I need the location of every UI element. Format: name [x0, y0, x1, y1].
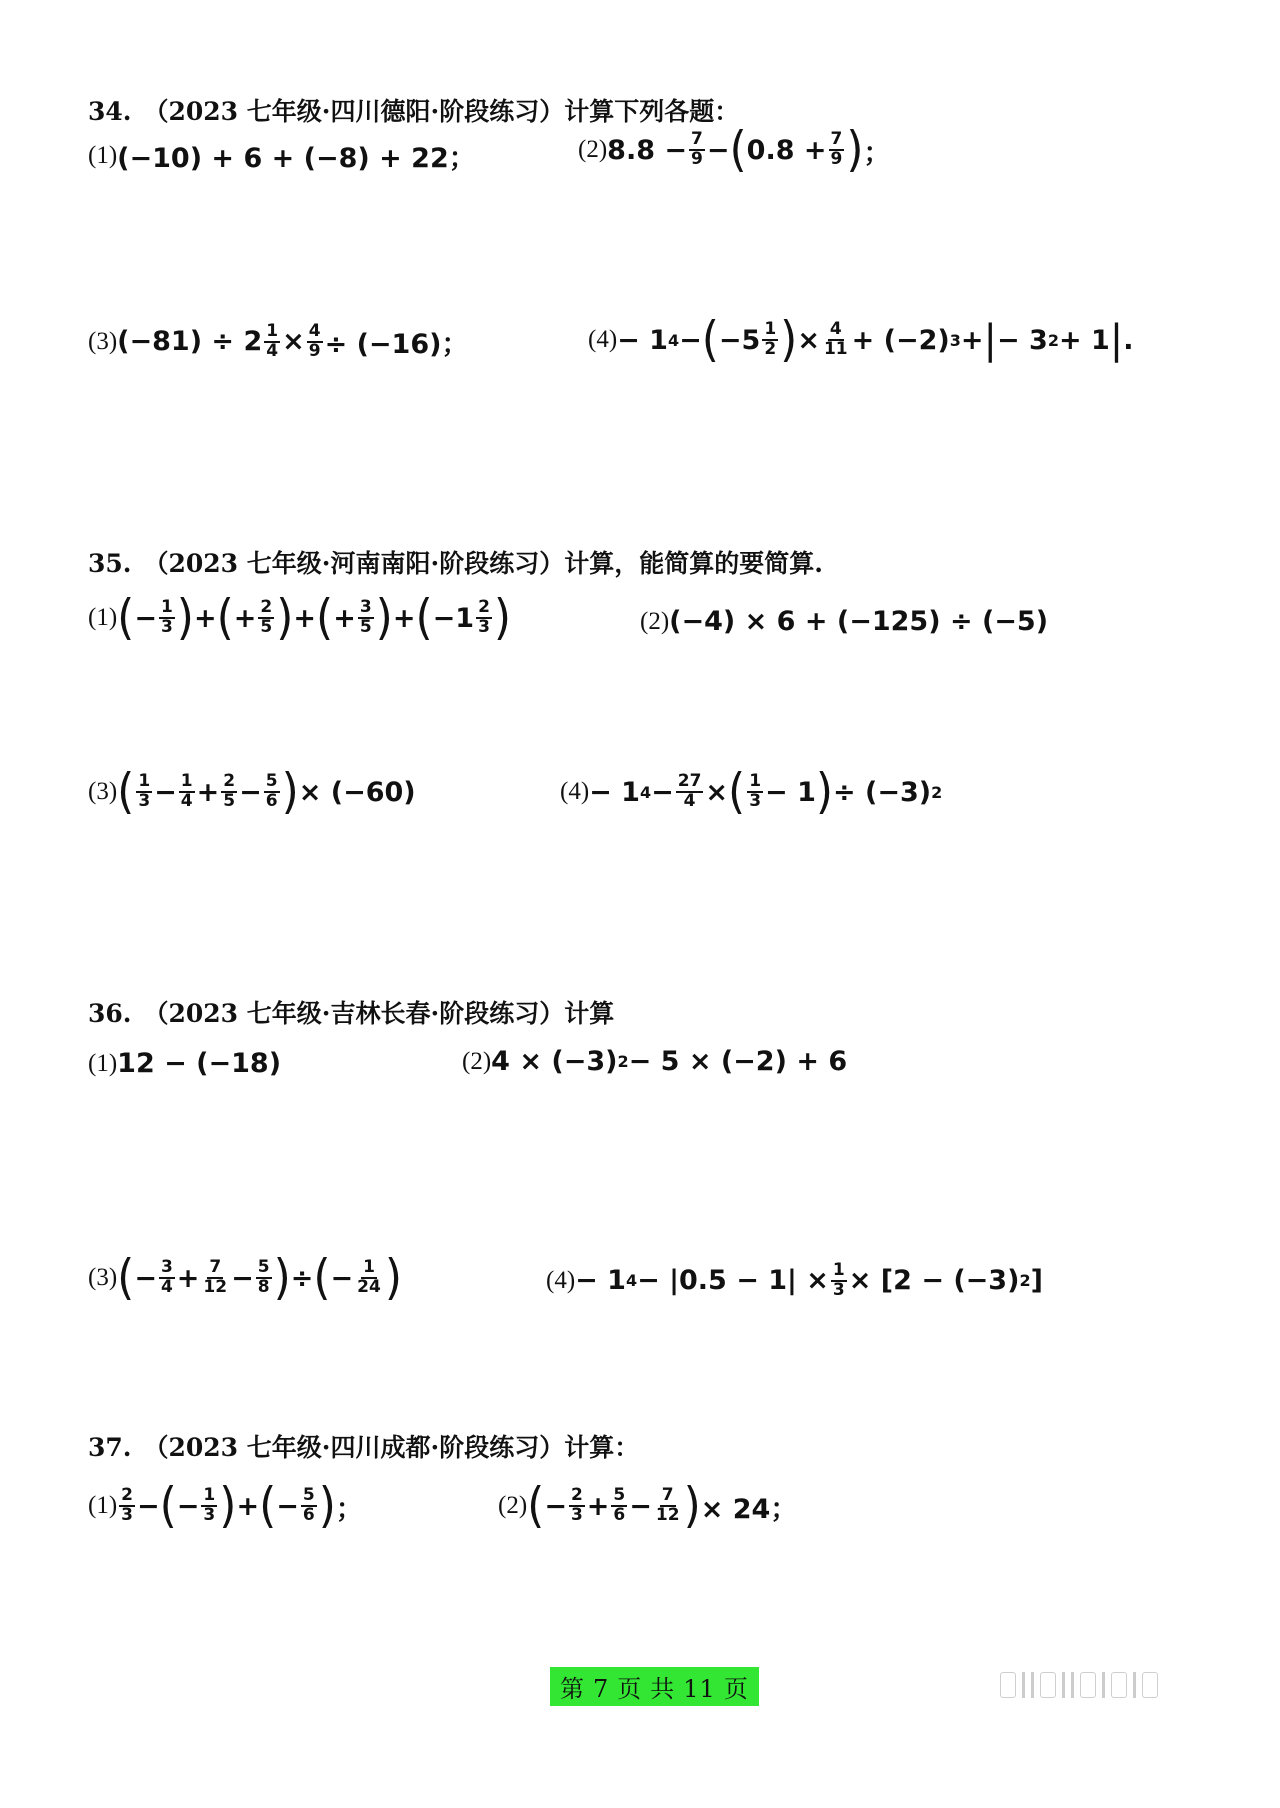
- expr-text: − 1: [589, 776, 640, 808]
- numerator: 5: [257, 1257, 270, 1278]
- numerator: 1: [180, 771, 193, 792]
- numerator: 2: [223, 771, 236, 792]
- fraction: [358, 599, 374, 637]
- numerator: 7: [691, 129, 703, 150]
- expr-text: −: [706, 134, 730, 166]
- fraction: [159, 1259, 175, 1297]
- fraction: [831, 1262, 847, 1300]
- left-paren: (: [527, 1477, 545, 1534]
- denominator: 4: [266, 340, 279, 361]
- numerator: 1: [832, 1260, 845, 1280]
- footer-word: 页: [723, 1675, 749, 1703]
- denominator: 4: [160, 1277, 173, 1297]
- expr-text: −: [134, 1262, 157, 1294]
- exponent: 4: [625, 1271, 638, 1291]
- expr-text: ÷ (−3): [833, 776, 932, 808]
- abs-bar-right: |: [1109, 317, 1124, 363]
- expr-text: ×: [797, 324, 820, 356]
- part-label: (1): [88, 604, 118, 631]
- question-37-header: [88, 1428, 639, 1464]
- expr-text: +: [333, 602, 356, 634]
- denominator: 3: [749, 791, 762, 811]
- denominator: 24: [357, 1277, 381, 1297]
- fraction: [264, 773, 280, 811]
- right-paren: ): [846, 121, 864, 178]
- left-paren: (: [729, 121, 747, 178]
- expr-text: × [2 − (−3): [848, 1265, 1020, 1297]
- right-paren: ): [219, 1477, 237, 1534]
- expr-text: .: [1123, 324, 1134, 356]
- denominator: 3: [478, 617, 490, 637]
- expr-text: ÷: [290, 1262, 314, 1294]
- expr-text: ]: [1030, 1265, 1043, 1297]
- left-paren: (: [117, 763, 135, 820]
- q36-part-2: [462, 1046, 847, 1077]
- question-title: （2023 七年级·河南南阳·阶段练习）计算，能简算的要简算.: [143, 549, 823, 578]
- left-paren: (: [117, 589, 135, 646]
- part-label: (2): [462, 1047, 492, 1075]
- question-number: 37.: [88, 1433, 132, 1462]
- right-paren: ): [375, 589, 393, 646]
- expression: (−4) × 6 + (−125) ÷ (−5): [669, 606, 1049, 637]
- q35-part-1: [88, 589, 512, 646]
- part-label: (2): [578, 136, 608, 163]
- expr-text: −: [629, 1490, 652, 1522]
- denominator: 3: [203, 1505, 216, 1525]
- part-label: (2): [498, 1492, 528, 1519]
- expr-text: −: [544, 1490, 567, 1522]
- denominator: 3: [121, 1505, 133, 1525]
- fraction: [654, 1487, 682, 1525]
- expr-text: + 1: [1058, 324, 1110, 356]
- fraction: [136, 773, 152, 811]
- left-paren: (: [728, 763, 746, 820]
- denominator: 9: [308, 340, 321, 361]
- expr-text: − |0.5 − 1| ×: [637, 1265, 829, 1297]
- expression: 12 − (−18): [117, 1048, 282, 1079]
- expr-text: −: [154, 776, 177, 808]
- fraction: [201, 1259, 229, 1297]
- denominator: 12: [203, 1277, 228, 1297]
- numerator: 7: [661, 1485, 674, 1506]
- q35-part-2: [640, 606, 1048, 637]
- expr-text: × 24；: [700, 1493, 798, 1525]
- numerator: 5: [613, 1485, 626, 1506]
- exponent: 2: [1019, 1271, 1031, 1291]
- footer-word: 共: [650, 1675, 676, 1703]
- part-label: (4): [588, 326, 618, 353]
- q34-part-4: [588, 311, 1134, 368]
- numerator: 1: [160, 597, 173, 618]
- expr-text: +: [176, 1262, 200, 1294]
- expr-text: ÷ (−16)；: [324, 329, 469, 360]
- part-label: (1): [88, 141, 118, 169]
- denominator: 9: [830, 149, 843, 169]
- expr-text: 0.8 +: [746, 134, 827, 166]
- denominator: 4: [683, 791, 696, 811]
- exponent: 2: [617, 1052, 629, 1071]
- q34-part-1: [88, 136, 476, 175]
- left-paren: (: [259, 1477, 277, 1534]
- left-paren: (: [701, 311, 719, 368]
- right-paren: ): [384, 1249, 402, 1306]
- expr-text: −: [651, 776, 674, 808]
- right-paren: ): [683, 1477, 701, 1534]
- expr-text: +: [233, 602, 257, 634]
- denominator: 4: [180, 791, 193, 811]
- left-paren: (: [216, 589, 234, 646]
- exponent: 3: [949, 330, 961, 350]
- numerator: 1: [749, 771, 762, 792]
- q35-part-3: [88, 763, 416, 820]
- expr-text: +: [193, 602, 217, 634]
- question-number: 36.: [88, 999, 132, 1028]
- expr-text: ×: [705, 776, 729, 808]
- numerator: 7: [209, 1257, 222, 1278]
- question-number: 35.: [88, 549, 132, 578]
- expr-text: 4 × (−3): [491, 1046, 618, 1077]
- question-number: 34.: [88, 97, 132, 126]
- denominator: 6: [613, 1505, 626, 1525]
- part-label: (1): [88, 1492, 118, 1519]
- numerator: 2: [260, 597, 273, 618]
- expr-text: − 1: [575, 1265, 626, 1297]
- numerator: 2: [121, 1485, 133, 1506]
- abs-bar-left: |: [983, 317, 998, 363]
- right-paren: ): [493, 589, 512, 646]
- expr-text: +: [960, 324, 984, 356]
- numerator: 1: [138, 771, 151, 792]
- left-paren: (: [117, 1249, 135, 1306]
- expr-text: −: [679, 324, 702, 356]
- left-paren: (: [159, 1477, 177, 1534]
- denominator: 9: [691, 149, 703, 169]
- exponent: 4: [667, 330, 680, 350]
- denominator: 3: [160, 617, 173, 637]
- fraction: [201, 1487, 217, 1525]
- denominator: 6: [302, 1505, 315, 1525]
- fraction: [476, 599, 492, 637]
- watermark-icon: [1000, 1668, 1262, 1702]
- numerator: 27: [677, 771, 702, 792]
- exponent: 2: [931, 782, 943, 802]
- expr-text: −1: [432, 602, 475, 634]
- expr-text: − 3: [997, 324, 1048, 356]
- numerator: 1: [266, 320, 279, 341]
- part-label: (4): [546, 1266, 576, 1294]
- question-title: （2023 七年级·四川德阳·阶段练习）计算下列各题：: [143, 97, 740, 126]
- numerator: 1: [203, 1485, 216, 1506]
- expr-text: −: [239, 776, 262, 808]
- fraction: [119, 1487, 135, 1525]
- q34-part-3: [88, 322, 468, 361]
- fraction: [256, 1259, 272, 1297]
- expr-text: −: [276, 1490, 299, 1522]
- q35-part-4: [560, 763, 943, 820]
- expr-text: +: [392, 602, 416, 634]
- denominator: 6: [265, 791, 278, 811]
- left-paren: (: [313, 1249, 331, 1306]
- fraction: [676, 773, 704, 811]
- fraction: [307, 320, 323, 361]
- expr-text: − 1: [617, 324, 668, 356]
- fraction: [829, 131, 845, 169]
- fraction: [221, 773, 237, 811]
- numerator: 1: [363, 1257, 375, 1278]
- expr-text: +: [293, 602, 317, 634]
- fraction: [179, 773, 195, 811]
- right-paren: ): [815, 763, 834, 820]
- footer-word: 页: [617, 1675, 643, 1703]
- total-page-number: 11: [683, 1675, 716, 1703]
- fraction: [822, 321, 850, 359]
- right-paren: ): [281, 763, 299, 820]
- expr-text: × (−60): [298, 776, 416, 808]
- current-page-number: 7: [593, 1675, 610, 1703]
- denominator: 5: [223, 791, 236, 811]
- numerator: 4: [829, 319, 842, 340]
- denominator: 12: [655, 1505, 680, 1525]
- expr-text: −: [330, 1262, 354, 1294]
- q34-part-2: [578, 121, 891, 178]
- numerator: 7: [830, 129, 843, 150]
- footer-word: 第: [560, 1675, 585, 1703]
- left-paren: (: [415, 589, 433, 646]
- numerator: 4: [308, 320, 321, 341]
- expr-text: −: [137, 1490, 160, 1522]
- expression: (−10) + 6 + (−8) + 22；: [117, 143, 476, 174]
- fraction: [747, 773, 763, 811]
- expr-text: ；: [335, 1493, 363, 1525]
- numerator: 1: [764, 319, 777, 340]
- fraction: [258, 599, 274, 637]
- right-paren: ): [276, 589, 294, 646]
- expr-text: (−81) ÷ 2: [117, 326, 263, 357]
- part-label: (3): [88, 1264, 118, 1291]
- numerator: 5: [302, 1485, 315, 1506]
- numerator: 5: [265, 771, 278, 792]
- exponent: 2: [1047, 330, 1059, 350]
- expr-text: +: [586, 1490, 610, 1522]
- fraction: [569, 1487, 585, 1525]
- numerator: 2: [570, 1485, 583, 1506]
- question-title: （2023 七年级·吉林长春·阶段练习）计算: [143, 999, 615, 1028]
- right-paren: ): [318, 1477, 336, 1534]
- expr-text: ；: [863, 137, 891, 169]
- fraction: [301, 1487, 317, 1525]
- expr-text: −5: [718, 324, 761, 356]
- fraction: [689, 131, 705, 169]
- q36-part-3: [88, 1249, 402, 1306]
- question-36-header: [88, 994, 614, 1030]
- expr-text: 8.8 −: [607, 134, 688, 166]
- expr-text: + (−2): [851, 324, 950, 356]
- fraction: [159, 599, 175, 637]
- q37-part-2: [498, 1477, 798, 1534]
- denominator: 11: [823, 339, 848, 359]
- question-title: （2023 七年级·四川成都·阶段练习）计算：: [143, 1433, 640, 1462]
- denominator: 8: [257, 1277, 270, 1297]
- denominator: 3: [570, 1505, 583, 1525]
- denominator: 5: [359, 617, 372, 637]
- denominator: 3: [832, 1279, 845, 1300]
- part-label: (1): [88, 1049, 118, 1077]
- page-indicator: [550, 1667, 759, 1706]
- right-paren: ): [176, 589, 194, 646]
- right-paren: ): [780, 311, 798, 368]
- numerator: 2: [478, 597, 490, 618]
- fraction: [611, 1487, 627, 1525]
- fraction: [762, 321, 778, 359]
- expr-text: − 1: [765, 776, 816, 808]
- q37-part-1: [88, 1477, 363, 1534]
- expr-text: − 5 × (−2) + 6: [628, 1046, 848, 1077]
- expr-text: +: [236, 1490, 260, 1522]
- question-34-header: [88, 92, 739, 128]
- numerator: 3: [160, 1257, 173, 1278]
- expr-text: +: [196, 776, 220, 808]
- exponent: 4: [639, 782, 652, 802]
- numerator: 3: [359, 597, 372, 618]
- denominator: 3: [138, 791, 151, 811]
- left-paren: (: [316, 589, 334, 646]
- part-label: (4): [560, 778, 590, 805]
- question-35-header: [88, 544, 823, 580]
- q36-part-4: [546, 1262, 1043, 1300]
- part-label: (3): [88, 327, 118, 355]
- right-paren: ): [273, 1249, 291, 1306]
- expr-text: −: [231, 1262, 254, 1294]
- fraction: [264, 320, 280, 361]
- denominator: 2: [764, 339, 777, 359]
- expr-text: −: [176, 1490, 200, 1522]
- expr-text: −: [134, 602, 157, 634]
- denominator: 5: [260, 617, 273, 637]
- part-label: (2): [640, 607, 670, 635]
- expr-text: ×: [282, 326, 305, 357]
- q36-part-1: [88, 1048, 281, 1079]
- fraction: [355, 1259, 383, 1297]
- part-label: (3): [88, 778, 118, 805]
